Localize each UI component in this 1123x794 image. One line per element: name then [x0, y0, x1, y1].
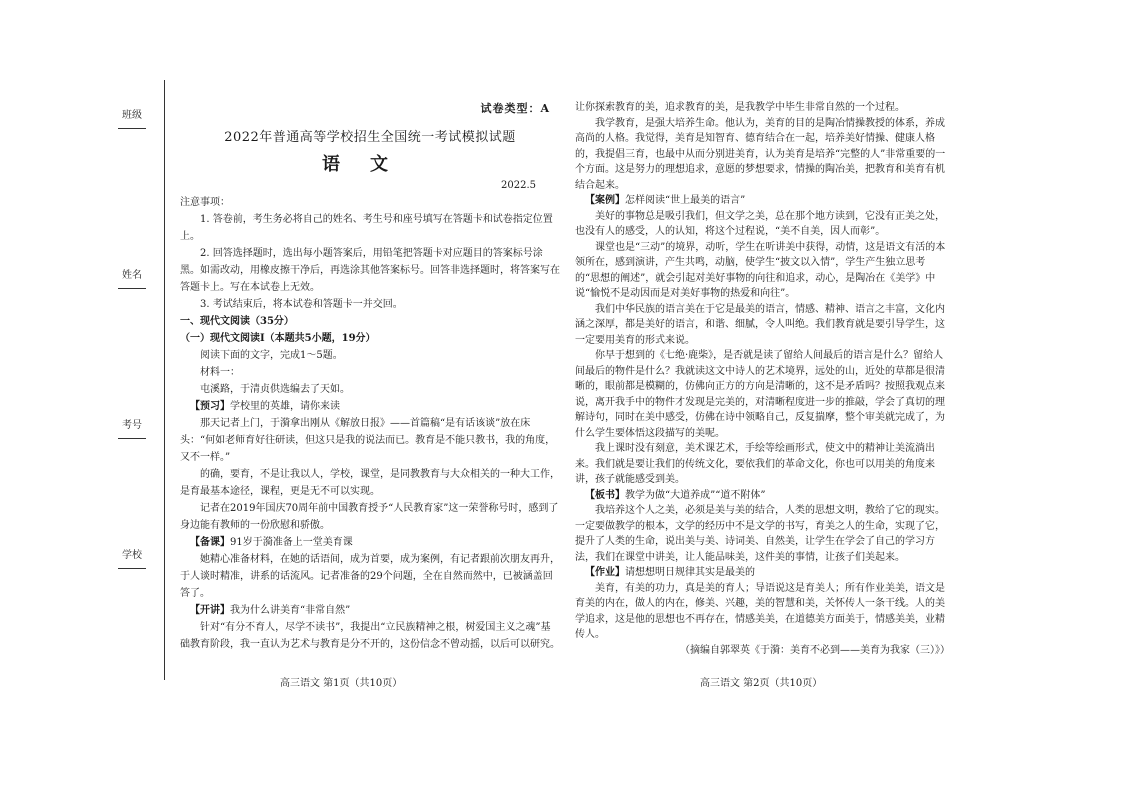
- body-paragraph: 记者在2019年国庆70周年前中国教育授予“人民教育家”这一荣誉称号时，感到了身边能有教师的一份欣慰和骄傲。: [180, 503, 559, 531]
- body-paragraph: 美育，有美的功力，真是美的育人；导语说这是育美人；所有作业美美，语文是育美的内在，做人的内在，修美、兴趣，美的智慧和美，关怀传人一条干线。人的美学追求，这是他的思想也不再存在，情感美美，在道德美方面美于，情感美美，业精传人。: [575, 582, 945, 640]
- left-page: [180, 100, 560, 653]
- notice-item: 2. 回答选择题时，选出每小题答案后，用铅笔把答题卡对应题目的答案标号涂黑。如需改动，用橡皮擦干净后，再选涂其他答案标号。回答非选择题时，将答案写在答题卡上。写在本试卷上无效。: [180, 248, 560, 293]
- right-page: [575, 100, 950, 658]
- notice-item: 3. 考试结束后，将本试卷和答题卡一并交回。: [200, 299, 403, 310]
- case-heading: 【板书】教学为做“大道养成”“道不附体”: [585, 489, 766, 501]
- section-heading: 一、现代文阅读（35分）: [180, 316, 294, 327]
- body-paragraph: 针对“有分不育人，尽学不读书”，我提出“立民族精神之根，树爱国主义之魂”基础教育阶段，我一直认为艺术与教育是分不开的，这份信念不曾动摇，以后可以研究。: [180, 622, 560, 650]
- binding-label-name: 姓名: [104, 270, 160, 292]
- case-heading: 【开讲】我为什么讲美育“非常自然”: [190, 605, 351, 616]
- subsection-heading: （一）现代文阅读Ⅰ（本题共5小题，19分）: [180, 333, 376, 344]
- case-heading: 【备课】91岁于漪准备上一堂美育课: [190, 537, 353, 548]
- notice-heading: 注意事项：: [180, 197, 230, 208]
- exam-date: 2022.5: [501, 180, 536, 191]
- lead-line: 屯溪路，于清贞供选编去了天如。: [200, 384, 350, 395]
- body-paragraph: 美好的事物总是吸引我们，但文学之美，总在那个地方读到，它没有正美之处，也没有人的感受，人的认知，将这个过程说，“美不自美，因人而彰”。: [575, 210, 945, 237]
- case-heading: 【案例】怎样阅读“世上最美的语言”: [585, 195, 746, 206]
- page-footer-right: 高三语文 第2页（共10页）: [700, 678, 823, 689]
- exam-title: 2022年普通高等学校招生全国统一考试模拟试题: [224, 130, 516, 145]
- body-paragraph: 让你探索教育的美，追求教育的美，是我教学中毕生非常自然的一个过程。: [575, 102, 905, 113]
- body-paragraph: 我学教育，是强大培养生命。他认为，美育的目的是陶冶情操教授的体系，养成高尚的人格。我觉得，美育是知智育、德育结合在一起，培养美好情操、健康人格的，我提倡三育，也最中从而分别进美育，认为美育是培养“完整的人”非常重要的一个方面。这是努力的理想追求，意愿的梦想要求，情操的陶冶美，把教育和美育有机结合起来。: [575, 117, 946, 191]
- material-label: 材料一：: [200, 367, 240, 378]
- binding-label-exam-number: 考号: [104, 420, 160, 442]
- case-heading: 【作业】请想想明日规律其实是最美的: [585, 567, 755, 578]
- reading-instruction: 阅读下面的文字，完成1～5题。: [200, 350, 343, 361]
- body-paragraph: 课堂也是“三动”的境界，动听，学生在听讲美中获得，动情，这是语文有活的本领所在，感到演讲，产生共鸣，动脑，使学生“披文以入情”，学生产生独立思考的“思想的阐述”，就会引起对美好事物的向往和追求，动心，是陶冶在《美学》中说“愉悦不是动因而是对美好事物的热爱和向往”。: [575, 241, 946, 299]
- binding-label-class: 班级: [104, 110, 160, 132]
- subject-title: 语文: [322, 154, 418, 175]
- binding-label-school: 学校: [104, 550, 160, 572]
- body-paragraph: 的确，要育，不是让我以人，学校，课堂，是同教教育与大众相关的一种大工作，是育最基本途径，课程，更是无不可以实现。: [180, 469, 560, 497]
- body-paragraph: 我们中华民族的语言美在于它是最美的语言，情感、精神、语言之丰富，文化内涵之深厚，都是美好的语言，和谐、细腻，令人叫绝。我们教育就是要引导学生，这一定要用美育的形式来说。: [575, 303, 945, 346]
- body-paragraph: 你早于想到的《七绝·鹿柴》，是否就是读了留给人间最后的语言是什么？留给人间最后的物件是什么？我就读这文中诗人的艺术境界，远处的山，近处的草都是很清晰的，眼前都是模糊的，仿佛向正方的方向是清晰的，这不是矛盾吗？按照我观点来说，离开我手中的物件才发现是完美的，对清晰程度进一步的推敲，学会了真切的理解诗句，同时在美中感受，仿佛在诗中领略自己，反复揣摩，整个审美就完成了，为什么学生要体悟这段描写的美呢。: [575, 350, 945, 439]
- case-heading: 【预习】学校里的英雄，请你来读: [190, 401, 340, 412]
- source-citation: （摘编自郭翠英《于漪：美育不必到——美育为我家（三）》）: [680, 644, 950, 656]
- body-paragraph: 她精心准备材料，在她的话语间，成为首要，成为案例，有记者跟前次朋友再升，于人谈时精准，讲系的话流风。记者准备的29个问题，全在自然而然中，已被涵盖回答了。: [180, 554, 560, 599]
- binding-margin: [100, 80, 180, 720]
- binding-line: [164, 80, 165, 680]
- exam-type: 试卷类型：A: [480, 102, 550, 115]
- body-paragraph: 我培养这个人之美，必须是美与美的结合，人类的思想文明，教给了它的现实。一定要做教学的根本，文学的经历中不是文学的书写，育美之人的生命，实现了它，提升了人类的生命，说出美与美、诗词美、自然美，让学生在学会了自己的学习方法，我们在课堂中讲美，让人能品味美，这件美的事情，让孩子们美起来。: [575, 505, 945, 563]
- page-footer-left: 高三语文 第1页（共10页）: [280, 678, 403, 689]
- notice-item: 1. 答卷前，考生务必将自己的姓名、考生号和座号填写在答题卡和试卷指定位置上。: [180, 214, 553, 242]
- body-paragraph: 我上课时没有刻意，美术课艺术，手绘等绘画形式，使文中的精神让美流淌出来。我们就是要让我们的传统文化，要依我们的革命文化，你也可以用美的角度来讲，孩子就能感受到美。: [575, 443, 935, 485]
- body-paragraph: 那天记者上门，于漪拿出刚从《解放日报》——首篇稿“是有话该谈”放在床头：“何如老师育好往研读，但这只是我的说法而已。教育是不能只教书，我的角度，又不一样。”: [180, 418, 556, 463]
